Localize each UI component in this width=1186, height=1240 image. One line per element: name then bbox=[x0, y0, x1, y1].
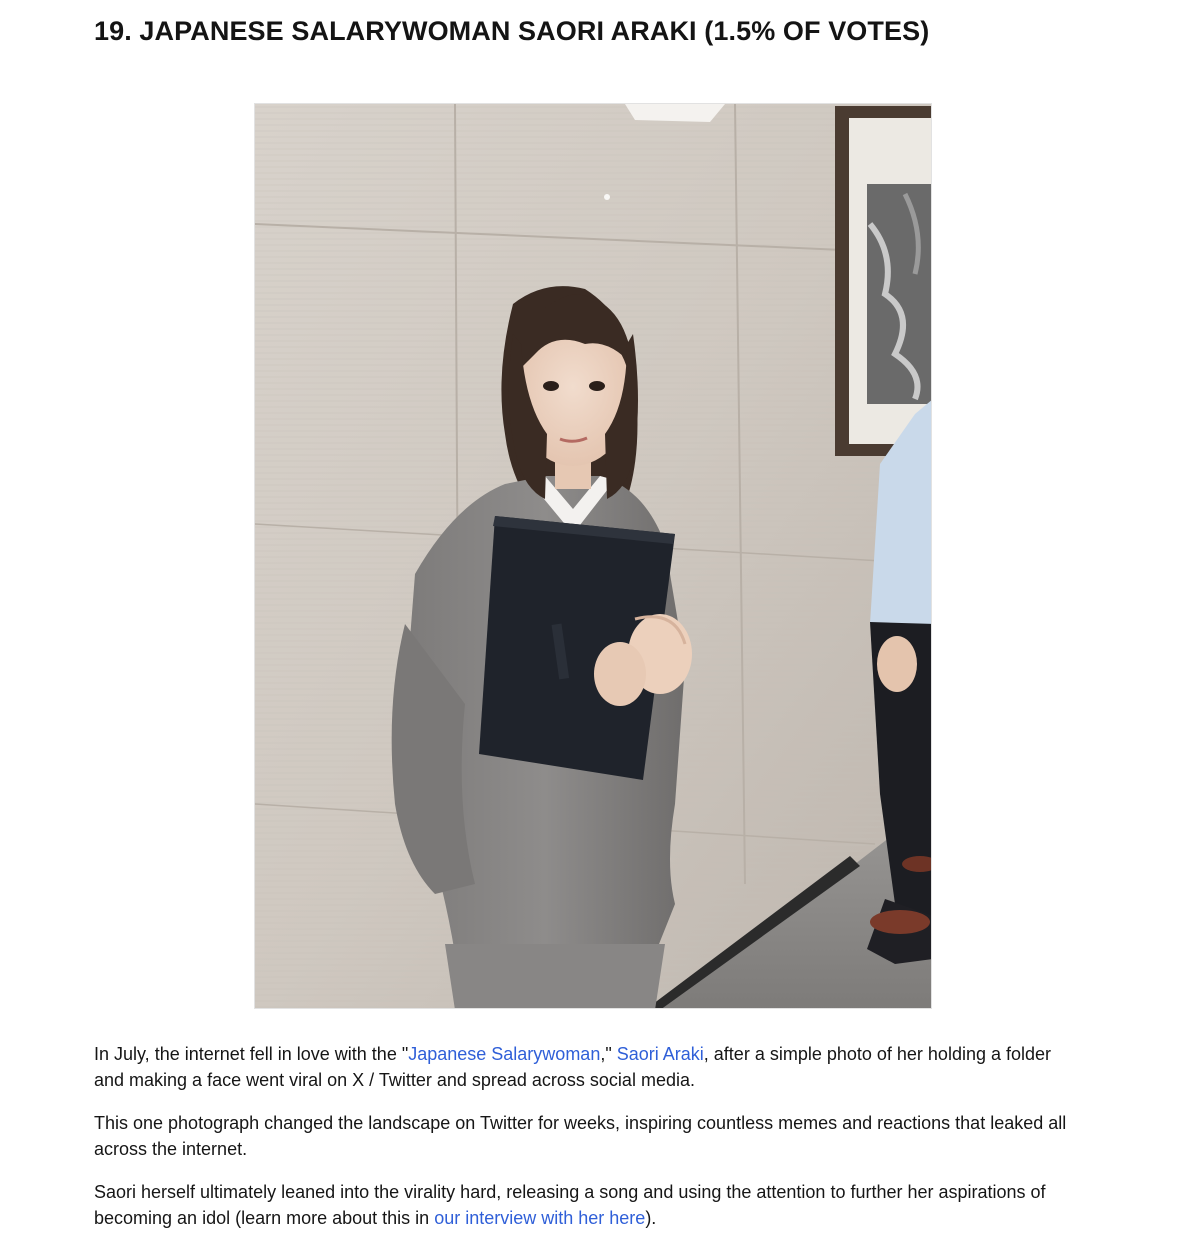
paragraph-intro-text-before: In July, the internet fell in love with the " bbox=[94, 1044, 409, 1064]
article-photo bbox=[254, 103, 932, 1009]
article bbox=[94, 0, 1094, 1228]
paragraph-intro-text-middle: ," bbox=[600, 1044, 617, 1064]
interview-link[interactable]: our interview with her here bbox=[434, 1208, 646, 1228]
paragraph-impact: This one photograph changed the landscape on Twitter for weeks, inspiring countless memes and reactions that leaked all across the internet. bbox=[94, 1113, 1067, 1159]
paragraph-aspirations bbox=[94, 1179, 1084, 1231]
paragraph-intro-text-after: , after a simple photo of her holding a folder and making a face went viral on X / Twitter and spread across social media. bbox=[94, 1044, 1052, 1090]
paragraph-intro bbox=[94, 1041, 1084, 1093]
paragraph-aspirations-text-before: Saori herself ultimately leaned into the virality hard, releasing a song and using the attention to further her aspirations of becoming an idol (learn more about this in bbox=[94, 1182, 1046, 1228]
japanese-salarywoman-link[interactable]: Japanese Salarywoman bbox=[408, 1044, 601, 1064]
saori-araki-link[interactable]: Saori Araki bbox=[616, 1044, 704, 1064]
paragraph-aspirations-text-after: ). bbox=[645, 1208, 657, 1228]
section-heading: 19. JAPANESE SALARYWOMAN SAORI ARAKI (1.5% OF VOTES) bbox=[94, 16, 930, 46]
photo-illustration bbox=[255, 104, 932, 1009]
